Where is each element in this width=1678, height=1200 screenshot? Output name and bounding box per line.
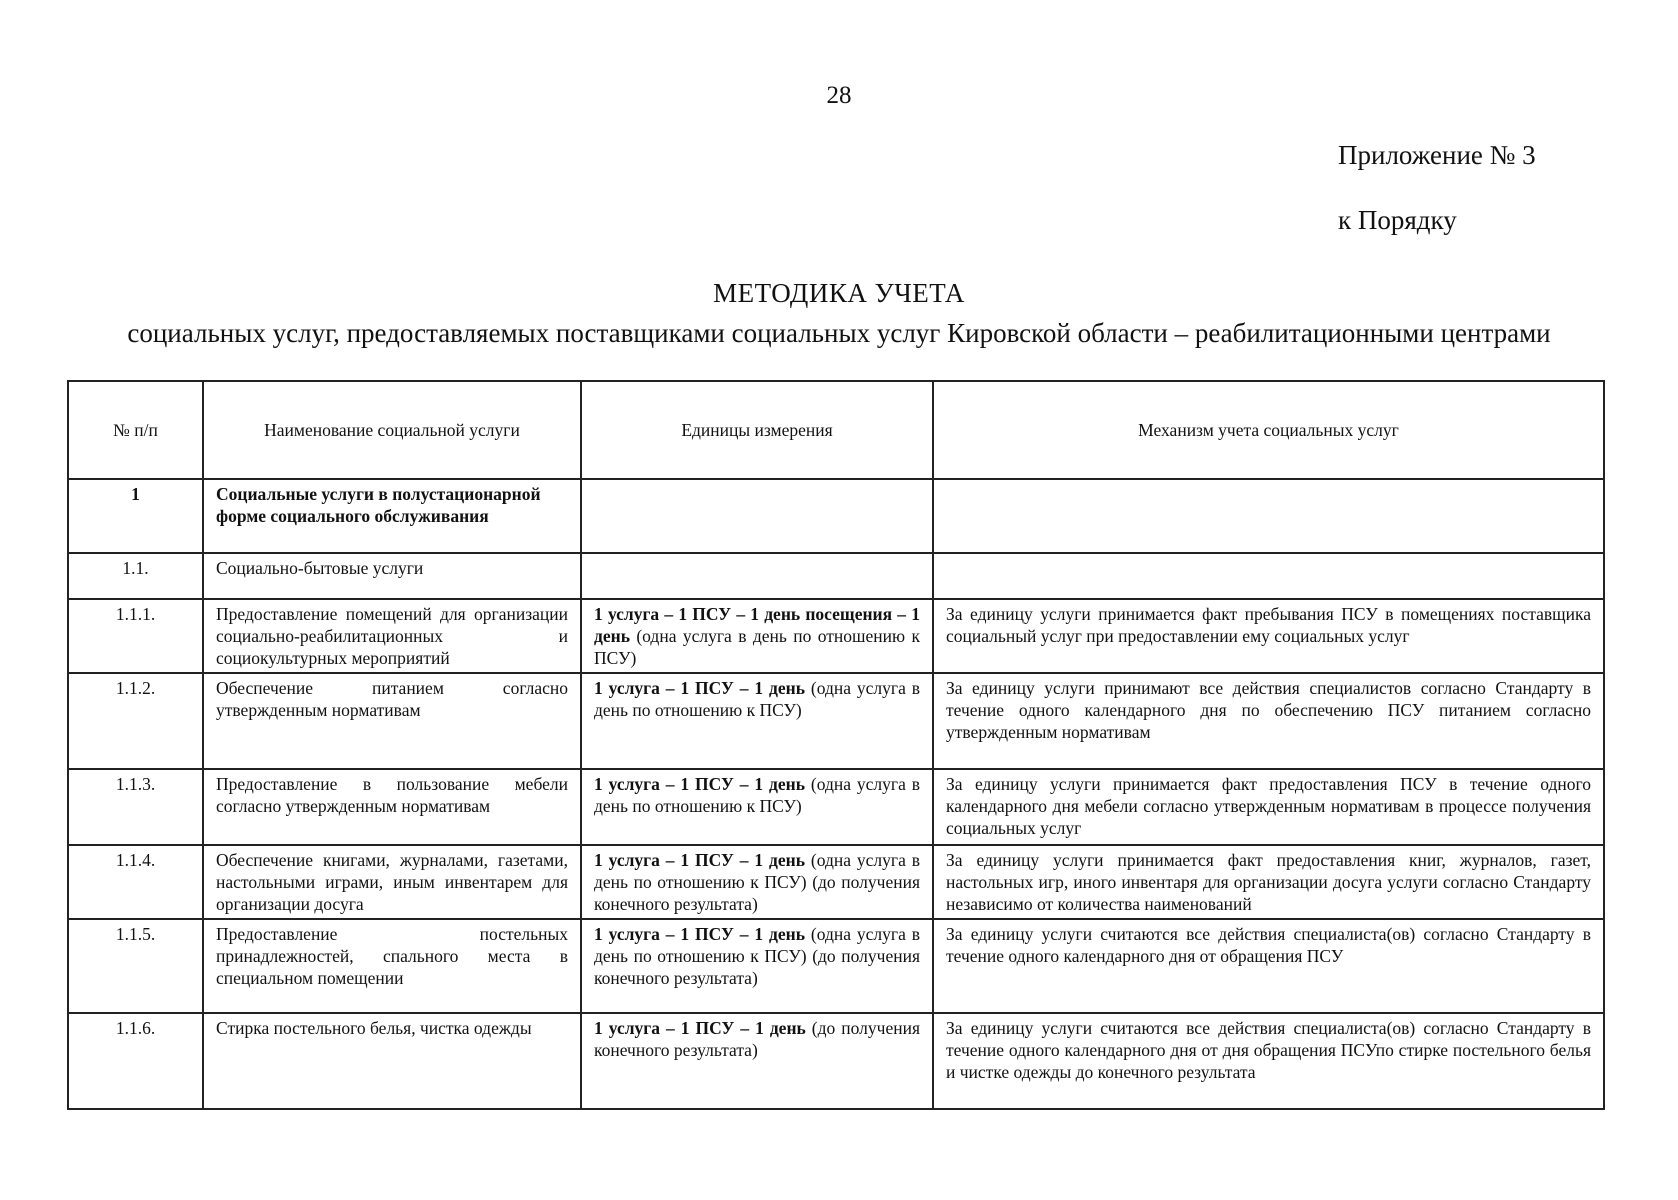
row-unit-bold: 1 услуга – 1 ПСУ – 1 день [594,850,806,870]
page-number: 28 [826,82,852,109]
row-service-name: Обеспечение книгами, журналами, газетами, настольными играми, иным инвентарем для организации досуга [203,845,581,919]
section-unit-empty [581,479,933,553]
row-unit-note: (до получения конечного результата) [594,1018,920,1060]
document-subtitle: социальных услуг, предоставляемых поставщиками социальных услуг Кировской области – реабилитационными центрами [127,318,1551,348]
table-row [68,599,1604,673]
section-name: Социальные услуги в полустационарной форме социального обслуживания [203,479,581,553]
row-unit-note: (одна услуга в день по отношению к ПСУ) [594,678,920,720]
row-service-name: Обеспечение питанием согласно утвержденным нормативам [203,673,581,769]
row-mechanism: За единицу услуги принимается факт предоставления ПСУ в течение одного календарного дня мебели согласно утвержденным нормативам в процессе получения социальных услуг [933,769,1604,845]
row-mechanism: За единицу услуги принимают все действия специалистов согласно Стандарту в течение одного календарного дня по обеспечению ПСУ питанием согласно утвержденным нормативам [933,673,1604,769]
document-title: МЕТОДИКА УЧЕТА [713,278,965,308]
subsection-mechanism-empty [933,553,1604,599]
section-row [68,479,1604,553]
row-num: 1.1.4. [68,845,203,919]
row-unit-bold: 1 услуга – 1 ПСУ – 1 день [594,924,806,944]
row-unit [581,1013,933,1109]
section-mechanism-empty [933,479,1604,553]
header-name: Наименование социальной услуги [203,381,581,479]
row-unit [581,919,933,1013]
row-num: 1.1.5. [68,919,203,1013]
row-service-name: Предоставление в пользование мебели согласно утвержденным нормативам [203,769,581,845]
row-unit-note: (одна услуга в день по отношению к ПСУ) [594,626,920,668]
row-num: 1.1.3. [68,769,203,845]
row-unit-bold: 1 услуга – 1 ПСУ – 1 день [594,774,806,794]
row-mechanism: За единицу услуги принимается факт предоставления книг, журналов, газет, настольных игр, иного инвентаря для организации досуга услуги согласно Стандарту независимо от количества наименований [933,845,1604,919]
table-row [68,845,1604,919]
appendix-label: Приложение № 3 [1338,140,1536,170]
header-num: № п/п [68,381,203,479]
row-mechanism: За единицу услуги принимается факт пребывания ПСУ в помещениях поставщика социальный услуг при предоставлении ему социальных услуг [933,599,1604,673]
header-unit: Единицы измерения [581,381,933,479]
appendix-reference: к Порядку [1338,205,1457,235]
row-unit-note: (одна услуга в день по отношению к ПСУ) [594,774,920,816]
table-row [68,769,1604,845]
header-mechanism: Механизм учета социальных услуг [933,381,1604,479]
row-service-name: Стирка постельного белья, чистка одежды [203,1013,581,1109]
row-mechanism: За единицу услуги считаются все действия специалиста(ов) согласно Стандарту в течение одного календарного дня от дня обращения ПСУпо стирке постельного белья и чистке одежды до конечного результата [933,1013,1604,1109]
row-unit-bold: 1 услуга – 1 ПСУ – 1 день посещения – 1 день [594,604,920,646]
row-num: 1.1.6. [68,1013,203,1109]
table-row [68,673,1604,769]
section-num: 1 [68,479,203,553]
row-service-name: Предоставление помещений для организации социально-реабилитационных и социокультурных мероприятий [203,599,581,673]
subsection-row [68,553,1604,599]
table-row [68,1013,1604,1109]
table-header-row [68,381,1604,479]
row-unit [581,599,933,673]
row-unit [581,769,933,845]
row-unit-bold: 1 услуга – 1 ПСУ – 1 день [594,678,806,698]
row-unit-note: (одна услуга в день по отношению к ПСУ) (до получения конечного результата) [594,850,920,914]
row-num: 1.1.1. [68,599,203,673]
row-unit-bold: 1 услуга – 1 ПСУ – 1 день [594,1018,806,1038]
row-unit-note: (одна услуга в день по отношению к ПСУ) (до получения конечного результата) [594,924,920,988]
row-mechanism: За единицу услуги считаются все действия специалиста(ов) согласно Стандарту в течение одного календарного дня от обращения ПСУ [933,919,1604,1013]
row-unit [581,845,933,919]
row-unit [581,673,933,769]
subsection-name: Социально-бытовые услуги [203,553,581,599]
subsection-num: 1.1. [68,553,203,599]
row-num: 1.1.2. [68,673,203,769]
table-row [68,919,1604,1013]
services-table [67,380,1605,1110]
subsection-unit-empty [581,553,933,599]
row-service-name: Предоставление постельных принадлежностей, спального места в специальном помещении [203,919,581,1013]
